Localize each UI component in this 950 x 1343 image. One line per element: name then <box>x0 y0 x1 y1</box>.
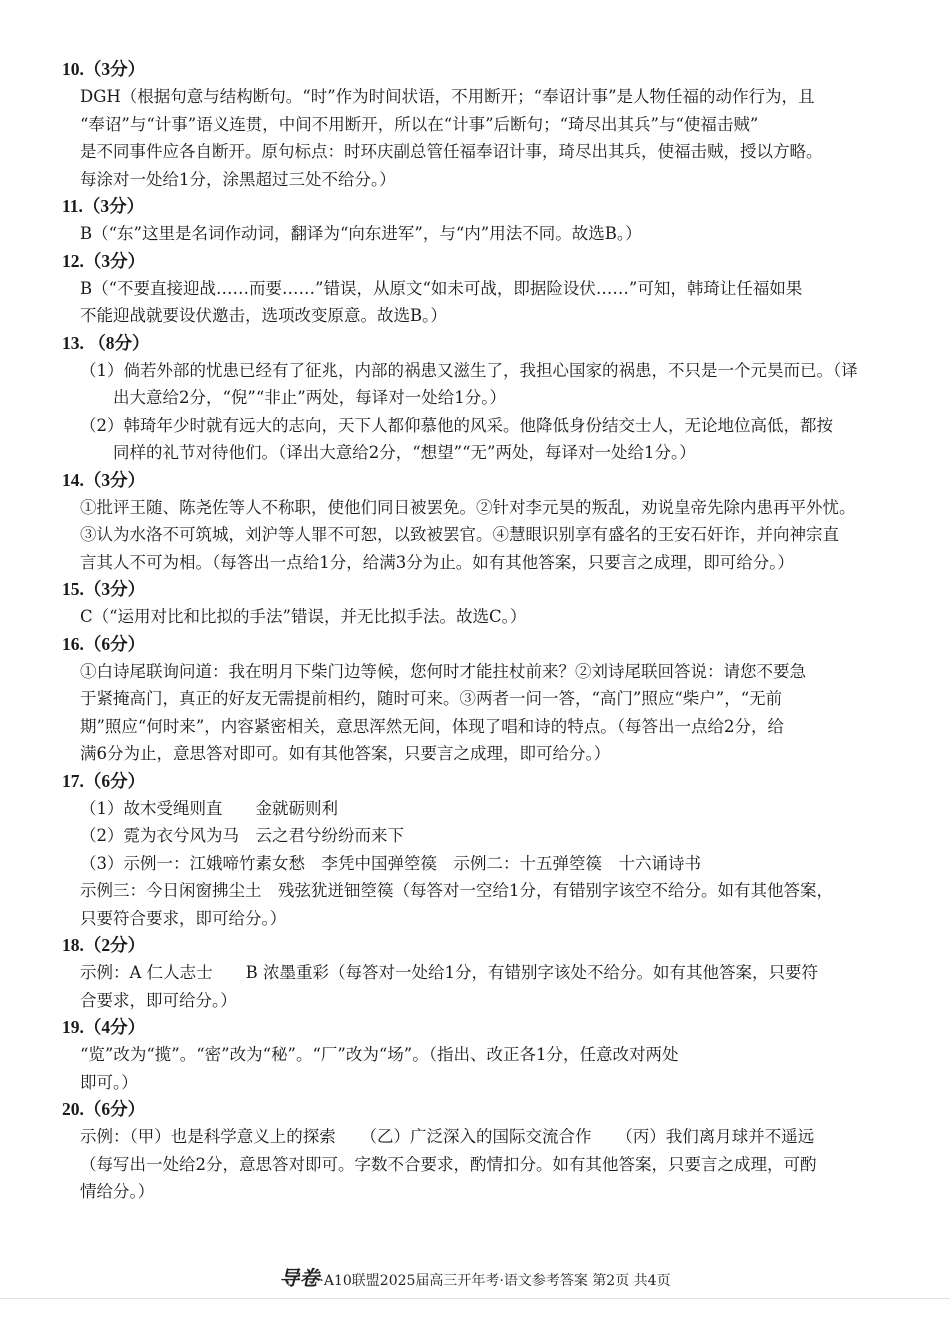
answer-list <box>62 56 882 1206</box>
answer-body <box>62 603 882 631</box>
question-number: 12.（3分） <box>62 250 146 271</box>
answer-line: 于紧掩高门，真正的好友无需提前相约，随时可来。③两者一问一答，“高门”照应“柴户”，“无前 <box>80 689 783 708</box>
answer-line: 示例三：今日闲窗拂尘土 残弦犹迸钿箜篌（每答对一空给1分，有错别字该空不给分。如有其他答案， <box>80 881 833 900</box>
answer-line: 只要符合要求，即可给分。） <box>80 908 287 928</box>
answer-item <box>62 467 882 577</box>
answer-body <box>62 494 882 577</box>
answer-item <box>62 248 882 330</box>
answer-item <box>62 768 882 933</box>
answer-line: 言其人不可为相。（每答出一点给1分，给满3分为止。如有其他答案，只要言之成理，即可给分。） <box>80 552 794 572</box>
question-number: 20.（6分） <box>62 1099 146 1119</box>
answer-body <box>62 220 882 248</box>
footer-logo: 导卷 <box>279 1266 320 1290</box>
answer-line: 满6分为止，意思答对即可。如有其他答案，只要言之成理，即可给分。） <box>80 744 611 763</box>
answer-line: ①批评王随、陈尧佐等人不称职，使他们同日被罢免。②针对李元昊的叛乱，劝说皇帝先除内患再平外忧。 <box>80 497 856 517</box>
answer-item <box>62 631 882 768</box>
answer-line: 同样的礼节对待他们。（译出大意给2分，“想望”“无”两处，每译对一处给1分。） <box>80 443 696 462</box>
answer-line: （2）韩琦年少时就有远大的志向，天下人都仰慕他的风采。他降低身份结交士人，无论地位高低，都按 <box>80 415 833 435</box>
answer-line: 是不同事件应各自断开。原句标点：时环庆副总管任福奉诏计事，琦尽出其兵，使福击贼，授以方略。 <box>80 142 823 161</box>
answer-body <box>62 658 882 768</box>
answer-item <box>62 56 882 193</box>
answer-body <box>62 795 882 933</box>
answer-line: 即可。） <box>80 1072 138 1092</box>
answer-line: 不能迎战就要设伏邀击，选项改变原意。故选B。） <box>80 306 447 325</box>
answer-body <box>62 83 882 193</box>
question-number: 15.（3分） <box>62 579 146 599</box>
question-number: 14.（3分） <box>62 469 146 490</box>
answer-body <box>62 959 882 1014</box>
answer-item <box>62 330 882 467</box>
answer-body <box>62 1123 882 1206</box>
answer-item <box>62 193 882 248</box>
answer-line: 示例：（甲）也是科学意义上的探索 （乙）广泛深入的国际交流合作 （丙）我们离月球并不遥远 <box>80 1127 815 1146</box>
answer-line: （1）故木受绳则直 金就砺则利 <box>80 798 338 818</box>
footer-text: ·A10联盟2025届高三开年考·语文参考答案 第2页 共4页 <box>319 1273 671 1289</box>
answer-line: （3）示例一：江娥啼竹素女愁 李凭中国弹箜篌 示例二：十五弹箜篌 十六诵诗书 <box>80 853 701 873</box>
question-number: 19.（4分） <box>62 1017 146 1037</box>
answer-body <box>62 357 882 467</box>
answer-line: 情给分。） <box>80 1182 155 1201</box>
answer-line: ①白诗尾联询问道：我在明月下柴门边等候，您何时才能拄杖前来？②刘诗尾联回答说：请您不要急 <box>80 661 806 681</box>
page-footer <box>0 1267 950 1292</box>
answer-line: C（“运用对比和比拟的手法”错误，并无比拟手法。故选C。） <box>80 607 527 626</box>
question-number: 13. （8分） <box>62 332 150 353</box>
answer-line: 出大意给2分，“倪”“非止”两处，每译对一处给1分。） <box>80 388 506 407</box>
answer-body <box>62 275 882 330</box>
answer-line: （2）霓为衣兮风为马 云之君兮纷纷而来下 <box>80 826 404 845</box>
answer-line: 期”照应“何时来”，内容紧密相关，意思浑然无间，体现了唱和诗的特点。（每答出一点给2分，给 <box>80 716 785 736</box>
answer-line: DGH（根据句意与结构断句。“时”作为时间状语，不用断开；“奉诏计事”是人物任福的动作行为，且 <box>80 87 815 106</box>
answer-line: （1）倘若外部的忧患已经有了征兆，内部的祸患又滋生了，我担心国家的祸患，不只是一个元昊而已。（译 <box>80 360 858 380</box>
question-number: 18.（2分） <box>62 935 146 955</box>
question-number: 16.（6分） <box>62 633 146 654</box>
footer-divider <box>0 1298 950 1299</box>
question-number: 17.（6分） <box>62 770 146 791</box>
answer-item <box>62 576 882 631</box>
answer-line: B（“不要直接迎战……而要……”错误，从原文“如未可战，即据险设伏……”可知，韩琦让任福如果 <box>80 278 803 298</box>
answer-body <box>62 1041 882 1096</box>
answer-item <box>62 932 882 1014</box>
answer-line: 每涂对一处给1分，涂黑超过三处不给分。） <box>80 169 396 189</box>
answer-item <box>62 1096 882 1206</box>
question-number: 11.（3分） <box>62 196 145 216</box>
answer-line: B（“东”这里是名词作动词，翻译为“向东进军”，与“内”用法不同。故选B。） <box>80 224 642 243</box>
answer-line: ③认为水洛不可筑城，刘沪等人罪不可恕，以致被罢官。④慧眼识别享有盛名的王安石奸诈，并向神宗直 <box>80 525 839 544</box>
answer-line: （每写出一处给2分，意思答对即可。字数不合要求，酌情扣分。如有其他答案，只要言之成理，可酌 <box>80 1154 817 1174</box>
answer-line: “奉诏”与“计事”语义连贯，中间不用断开，所以在“计事”后断句；“琦尽出其兵”与“使福击贼” <box>80 114 759 134</box>
question-number: 10.（3分） <box>62 59 146 79</box>
answer-line: 示例：A 仁人志士 B 浓墨重彩（每答对一处给1分，有错别字该处不给分。如有其他答案，只要符 <box>80 963 819 982</box>
answer-item <box>62 1014 882 1096</box>
answer-line: 合要求，即可给分。） <box>80 990 237 1010</box>
answer-line: “览”改为“揽”。“密”改为“秘”。“厂”改为“场”。（指出、改正各1分，任意改对两处 <box>80 1045 679 1064</box>
